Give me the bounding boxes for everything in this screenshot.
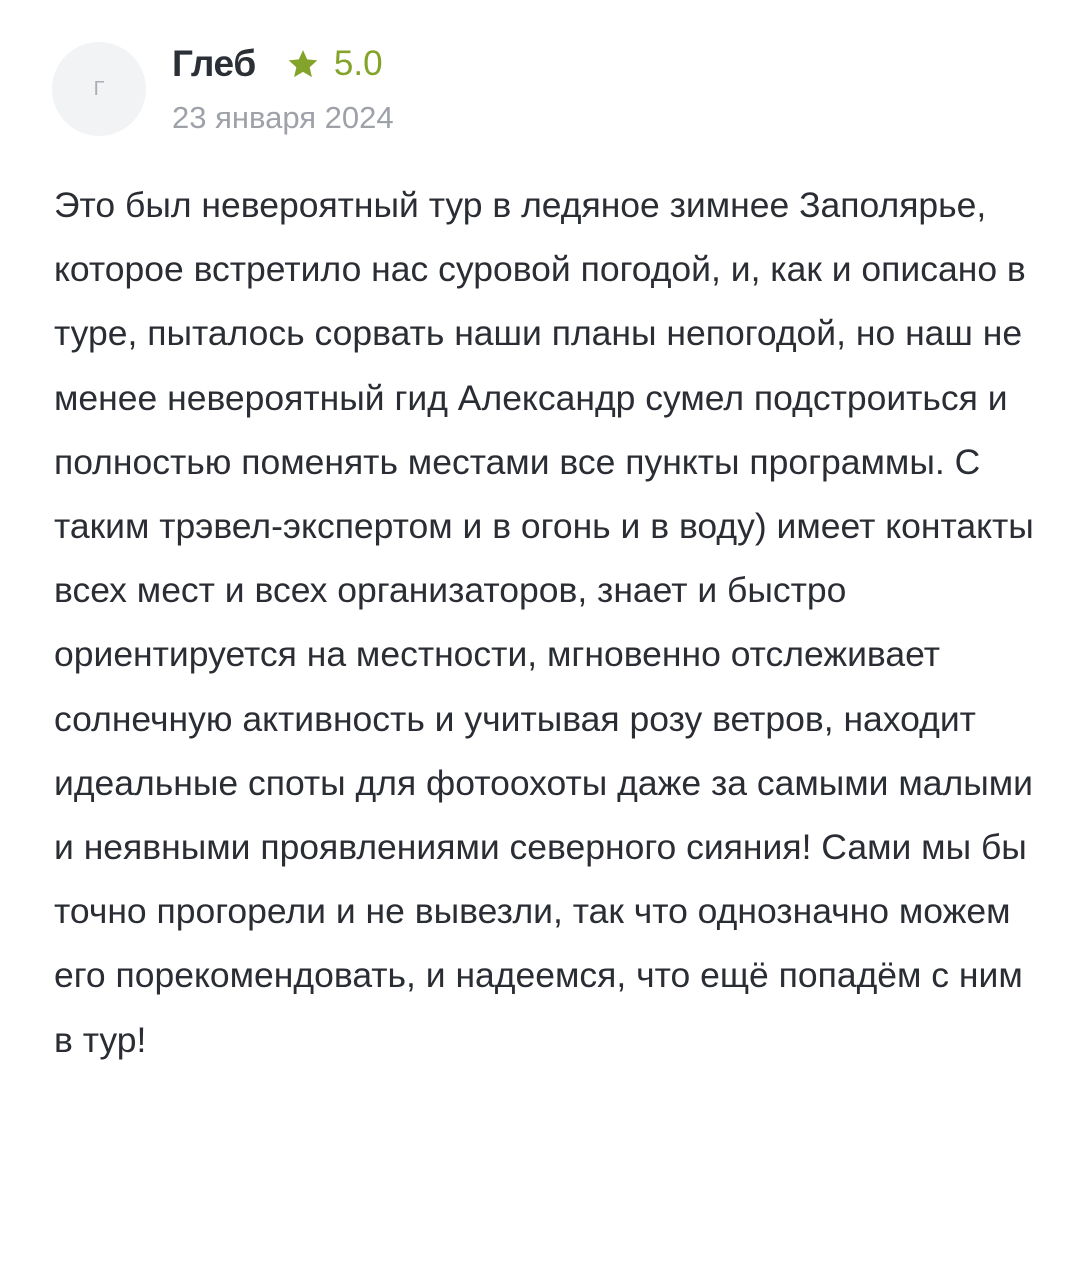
- rating: [286, 44, 383, 84]
- review-header: [172, 40, 383, 88]
- rating-value: 5.0: [333, 44, 383, 83]
- avatar-initial: Г: [93, 77, 105, 100]
- avatar: [52, 42, 146, 136]
- review-date: 23 января 2024: [172, 100, 394, 135]
- star-icon: [286, 47, 320, 81]
- review-text: Это был невероятный тур в ледяное зимнее Заполярье, которое встретило нас суровой погодой, и, как и описано в туре, пыталось сорвать наши планы непогодой, но наш не менее невероятный гид Александр сумел подстроиться и полностью поменять местами все пункты программы. С таким трэвел-экспертом и в огонь и в воду) имеет контакты всех мест и всех организаторов, знает и быстро ориентируется на местности, мгновенно отслеживает солнечную активность и учитывая розу ветров, находит идеальные споты для фотоохоты даже за самыми малыми и неявными проявлениями северного сияния! Сами мы бы точно прогорели и не вывезли, так что однозначно можем его порекомендовать, и надеемся, что ещё попадём с ним в тур!: [54, 185, 1034, 1060]
- author-name: Глеб: [172, 43, 256, 84]
